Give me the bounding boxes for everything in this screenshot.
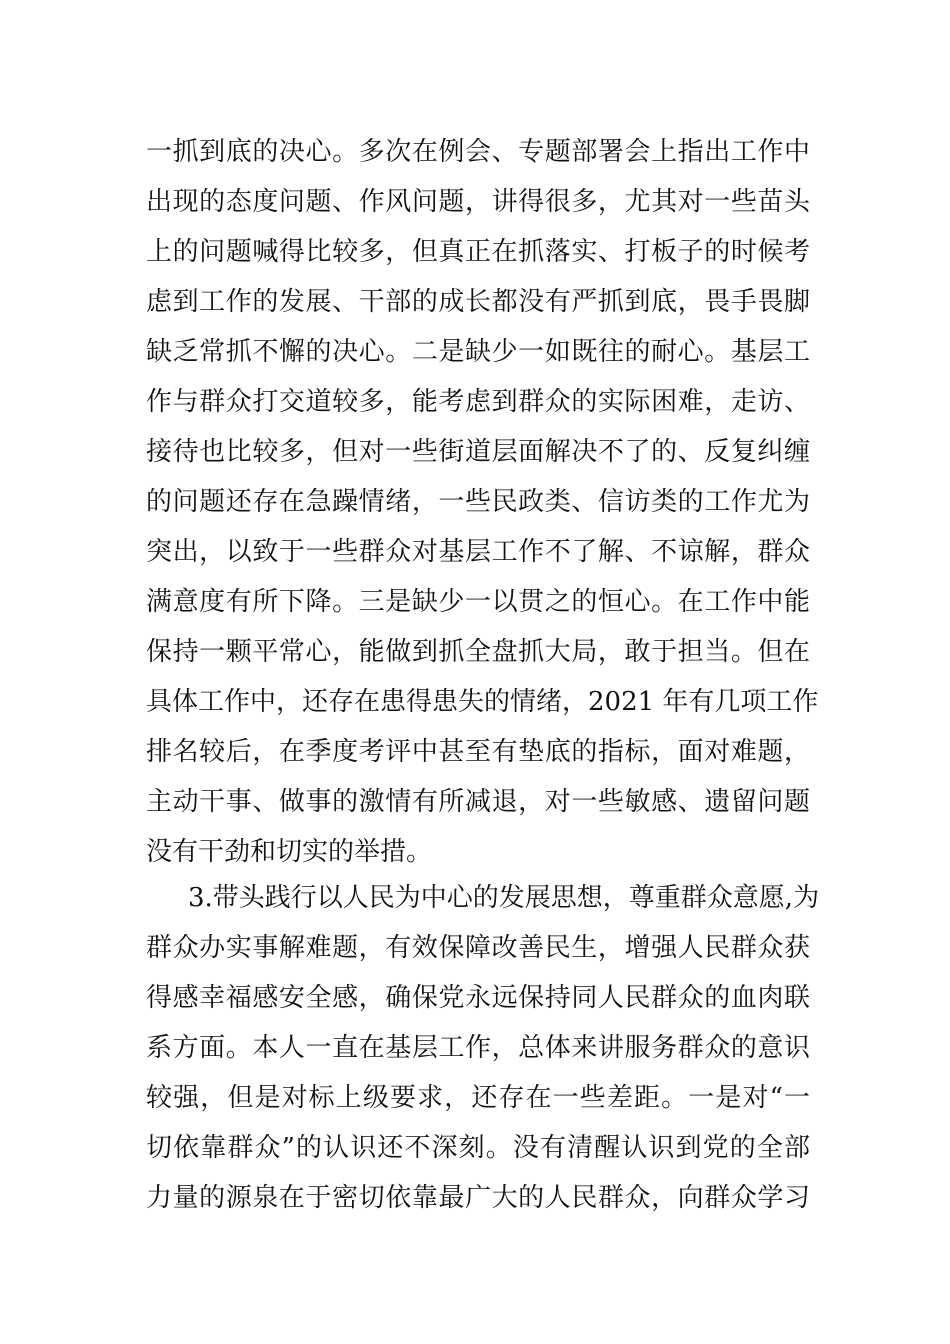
- paragraph-line: 较强，但是对标上级要求，还存在一些差距。一是对“一: [146, 1083, 810, 1113]
- paragraph-line: 得感幸福感安全感，确保党永远保持同人民群众的血肉联: [146, 983, 810, 1013]
- paragraph-line: 力量的源泉在于密切依靠最广大的人民群众，向群众学习: [146, 1183, 810, 1213]
- paragraph-line: 出现的态度问题、作风问题，讲得很多，尤其对一些苗头: [146, 187, 810, 217]
- paragraph-line: 3.带头践行以人民为中心的发展思想，尊重群众意愿,为: [188, 883, 820, 913]
- paragraph-line: 系方面。本人一直在基层工作，总体来讲服务群众的意识: [146, 1033, 810, 1063]
- paragraph-line: 群众办实事解难题，有效保障改善民生，增强人民群众获: [146, 933, 810, 963]
- paragraph-line: 突出，以致于一些群众对基层工作不了解、不谅解，群众: [146, 537, 810, 567]
- paragraph-line: 一抓到底的决心。多次在例会、专题部署会上指出工作中: [146, 137, 810, 167]
- paragraph-line: 虑到工作的发展、干部的成长都没有严抓到底，畏手畏脚: [146, 287, 810, 317]
- paragraph-line: 的问题还存在急躁情绪，一些民政类、信访类的工作尤为: [146, 487, 810, 517]
- paragraph-line: 上的问题喊得比较多，但真正在抓落实、打板子的时候考: [146, 237, 810, 267]
- paragraph-line: 主动干事、做事的激情有所减退，对一些敏感、遗留问题: [146, 787, 810, 817]
- paragraph-line: 具体工作中，还存在患得患失的情绪，2021 年有几项工作: [146, 687, 819, 717]
- paragraph-line: 作与群众打交道较多，能考虑到群众的实际困难，走访、: [146, 387, 810, 417]
- paragraph-line: 接待也比较多，但对一些街道层面解决不了的、反复纠缠: [146, 437, 810, 467]
- paragraph-line: 满意度有所下降。三是缺少一以贯之的恒心。在工作中能: [146, 587, 810, 617]
- paragraph-line: 排名较后，在季度考评中甚至有垫底的指标，面对难题，: [146, 737, 810, 767]
- paragraph-line: 没有干劲和切实的举措。: [146, 837, 433, 867]
- paragraph-line: 切依靠群众”的认识还不深刻。没有清醒认识到党的全部: [146, 1133, 810, 1163]
- paragraph-line: 保持一颗平常心，能做到抓全盘抓大局，敢于担当。但在: [146, 637, 810, 667]
- paragraph-line: 缺乏常抓不懈的决心。二是缺少一如既往的耐心。基层工: [146, 337, 810, 367]
